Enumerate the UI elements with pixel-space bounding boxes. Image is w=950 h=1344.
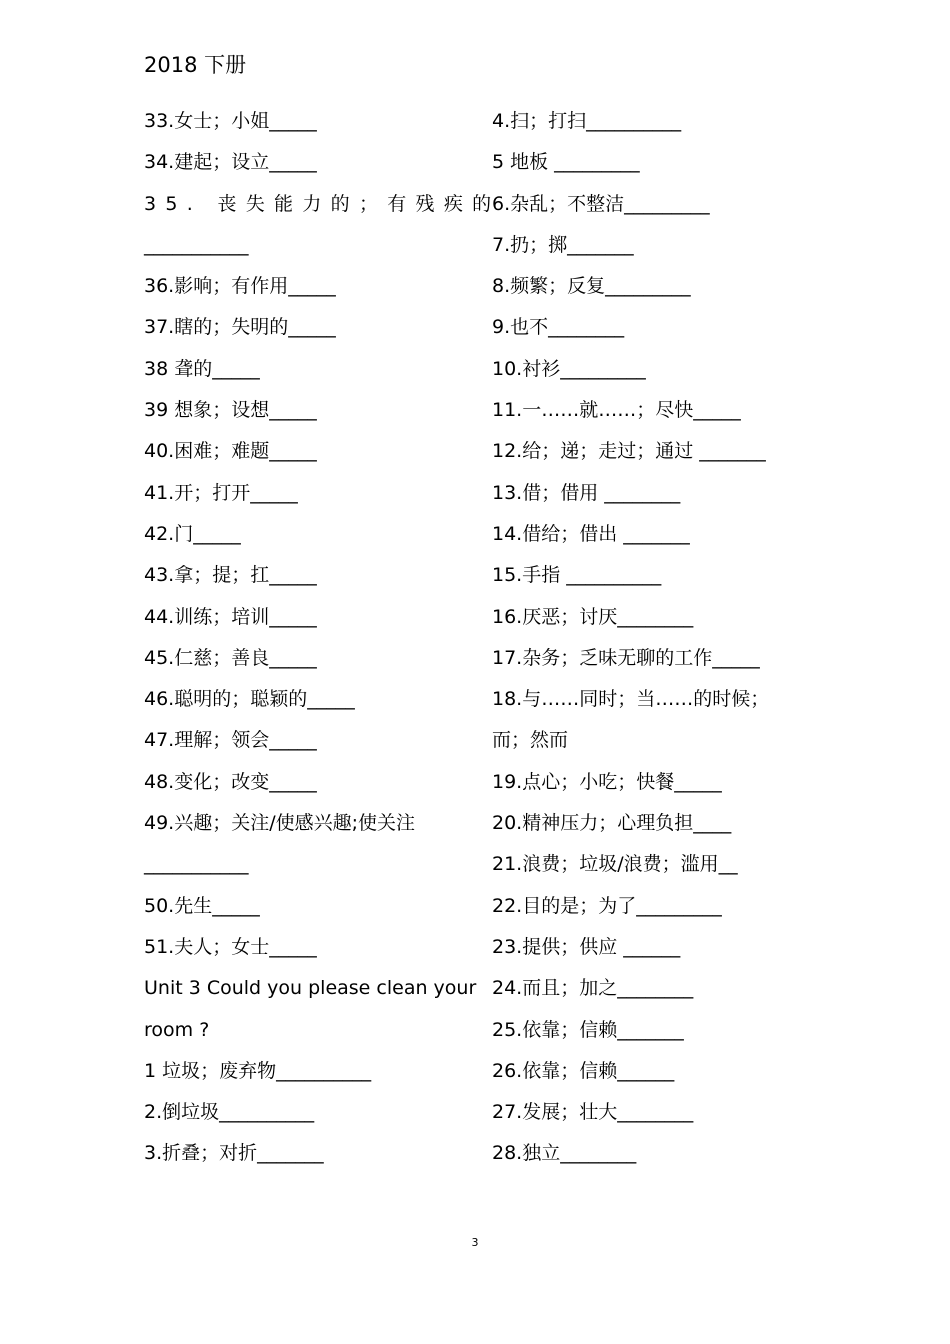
- list-item: 35. 丧失能力的；有残疾的: [144, 192, 501, 215]
- list-item: ___________: [144, 853, 249, 876]
- left-column: [144, 101, 501, 1175]
- list-item: 33.女士；小姐_____: [144, 110, 317, 132]
- list-item: 23.提供；供应 ______: [492, 935, 681, 958]
- list-item: 18.与……同时；当……的时候；: [492, 688, 770, 711]
- list-item: 42.门_____: [144, 522, 241, 545]
- list-item: 28.独立________: [492, 1142, 637, 1165]
- list-item: 20.精神压力；心理负担____: [492, 812, 732, 835]
- list-item: 45.仁慈；善良_____: [144, 646, 317, 669]
- list-item: 11.一……就……；尽快_____: [492, 399, 741, 422]
- list-item: 12.给；递；走过；通过 _______: [492, 440, 766, 463]
- list-item: 44.训练；培训_____: [144, 605, 317, 628]
- list-item: 47.理解；领会_____: [144, 729, 317, 752]
- list-item: 22.目的是；为了_________: [492, 894, 722, 917]
- list-item: 51.夫人；女士_____: [144, 935, 317, 958]
- list-item: 6.杂乱；不整洁_________: [492, 192, 710, 215]
- list-item: 9.也不________: [492, 316, 625, 339]
- list-item: 39 想象；设想_____: [144, 399, 317, 422]
- list-item: ___________: [144, 233, 249, 256]
- list-item: 37.瞎的；失明的_____: [144, 316, 336, 339]
- list-item: 1 垃圾；废弃物__________: [144, 1059, 372, 1082]
- list-item: 16.厌恶；讨厌________: [492, 605, 694, 628]
- list-item: 4.扫；打扫__________: [492, 110, 682, 132]
- list-item: 14.借给；借出 _______: [492, 522, 690, 545]
- list-item: 24.而且；加之________: [492, 977, 694, 1000]
- list-item: 2.倒垃圾__________: [144, 1101, 315, 1124]
- list-item: 15.手指 __________: [492, 564, 662, 587]
- list-item: 13.借；借用 ________: [492, 481, 681, 504]
- list-item: 25.依靠；信赖_______: [492, 1018, 684, 1041]
- unit-heading: room ?: [144, 1018, 210, 1041]
- page-header: 2018 下册: [144, 53, 247, 77]
- list-item: 38 聋的_____: [144, 357, 260, 380]
- list-item: 50.先生_____: [144, 894, 260, 917]
- list-item: 5 地板 _________: [492, 151, 640, 174]
- list-item: 26.依靠；信赖______: [492, 1059, 675, 1082]
- list-item: 40.困难；难题_____: [144, 440, 317, 463]
- list-item: 41.开；打开_____: [144, 481, 298, 504]
- list-item: 48.变化；改变_____: [144, 770, 317, 793]
- list-item: 21.浪费；垃圾/浪费；滥用__: [492, 853, 738, 876]
- list-item: 43.拿；提；扛_____: [144, 564, 317, 587]
- list-item: 46.聪明的；聪颖的_____: [144, 688, 355, 711]
- unit-heading: Unit 3 Could you please clean your: [144, 977, 477, 1000]
- list-item: 17.杂务；乏味无聊的工作_____: [492, 646, 760, 669]
- list-item: 3.折叠；对折_______: [144, 1142, 324, 1165]
- list-item: 10.衬衫_________: [492, 357, 646, 380]
- page-number: 3: [471, 1236, 479, 1249]
- list-item: 27.发展；壮大________: [492, 1101, 694, 1124]
- list-item: 8.频繁；反复_________: [492, 275, 691, 298]
- list-item: 49.兴趣；关注/使感兴趣;使关注: [144, 812, 416, 835]
- list-item: 7.扔；掷_______: [492, 233, 634, 256]
- list-item: 34.建起；设立_____: [144, 151, 317, 174]
- list-item: 而；然而: [492, 729, 569, 752]
- list-item: 19.点心；小吃；快餐_____: [492, 770, 722, 793]
- right-column: [492, 101, 822, 1175]
- list-item: 36.影响；有作用_____: [144, 275, 336, 298]
